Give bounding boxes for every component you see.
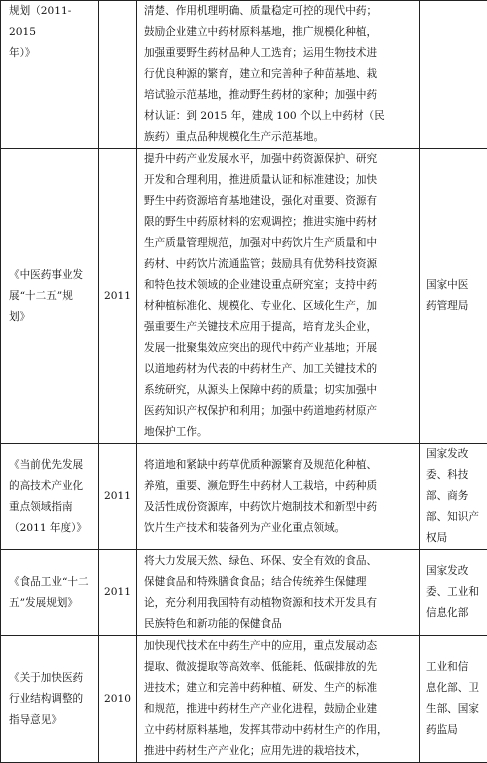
policy-name-cell (1, 444, 99, 550)
policy-dept: 工业和信 息化部、卫 生部、国家 药监局 (426, 657, 484, 741)
content-cell (137, 1, 420, 149)
dept-cell (420, 550, 487, 636)
policy-content: 提升中药产业发展水平，加强中药资源保护、研究 开发和合理利用，推进质量认证和标准建设；加快 野生中药资源培育基地建设，强化对重要、资源有 限的野生中药原材料的宏观调控；推进实施中药材 生产质量管理规范，加强对中药饮片生产质量和中 药材、中药饮片流通监管；鼓励具有优势科技资源 和特色技术领域的企业建设重点研究室；支持中药 材种植标准化、规模化、专业化、区域化生产，加 强重要生产关键技术应用于提高，培育龙头企业， 发展一批聚集效应突出的现代中药产业基地；开展 以道地药材为代表的中药材生产、加工关键技术的 系统研究，从源头上保障中药的质量；切实加强中 医药知识产权保护和利用；加强中药道地药材原产 地保护工作。 (144, 149, 416, 443)
policy-name-cell (1, 1, 99, 149)
policy-name: 规划（2011-2015 年）》 (9, 1, 95, 64)
dept-cell (420, 149, 487, 444)
policy-content: 将大力发展天然、绿色、环保、安全有效的食品、 保健食品和特殊膳食食品；结合传统养生保健理 论，充分利用我国特有动植物资源和技术开发具有 民族特色和新功能的保健食品 (144, 551, 416, 635)
content-cell (137, 149, 420, 444)
year-cell (99, 550, 137, 636)
year-cell (99, 636, 137, 763)
policy-content: 清楚、作用机理明确、质量稳定可控的现代中药； 鼓励企业建立中药材原料基地，推广规模化种植， 加强重要野生药材品种人工选育；运用生物技术进 行优良种源的繁育，建立和完善种子种苗基地、栽 培试验示范基地，推动野生药材的家种；加强中药 材认证：到 2015 年，建成 100 个以上中药材（民 族药）重点品种规模化生产示范基地。 (144, 1, 416, 148)
year-cell (99, 444, 137, 550)
content-cell (137, 636, 420, 763)
policy-name: 《关于加快医药 行业结构调整的 指导意见》 (9, 668, 95, 731)
table-row (1, 636, 487, 763)
policy-year: 2011 (99, 486, 136, 507)
policy-name-cell (1, 636, 99, 763)
policy-name-cell (1, 149, 99, 444)
content-cell (137, 444, 420, 550)
table-row (1, 550, 487, 636)
policy-content: 将道地和紧缺中药草优质种源繁育及规范化种植、 养殖，重要、濒危野生中药材人工栽培，中药种质 及活性成份资源库，中药饮片炮制技术和新型中药 饮片生产技术和装备列为产业化重点领域。 (144, 455, 416, 539)
content-cell (137, 550, 420, 636)
policy-name: 《中医药事业发 展“十二五”规 划》 (9, 265, 95, 328)
policy-content: 加快现代技术在中药生产中的应用，重点发展动态 提取、微波提取等高效率、低能耗、低碳排放的先 进技术；建立和完善中药种植、研发、生产的标准 和规范，推进中药材生产产业化进程，鼓励企业建 立中药材原料基地，发挥其带动中药材生产的作用， 推进中药材生产产业化；应用先进的栽培技术， (144, 636, 416, 762)
policy-name: 《食品工业“十二 五”发展规划》 (9, 572, 95, 614)
policy-dept: 国家发改 委、工业和 信息化部 (426, 561, 484, 624)
table-row (1, 444, 487, 550)
policy-dept: 国家发改 委、科技 部、商务 部、知识产 权局 (426, 444, 484, 549)
year-cell (99, 1, 137, 149)
policy-name-cell (1, 550, 99, 636)
dept-cell (420, 444, 487, 550)
dept-cell (420, 1, 487, 149)
policy-name: 《当前优先发展 的高技术产业化 重点领域指南 （2011 年度）》 (9, 455, 95, 539)
policy-dept: 国家中医 药管理局 (426, 275, 484, 317)
year-cell (99, 149, 137, 444)
policy-year: 2010 (99, 689, 136, 710)
policy-year: 2011 (99, 582, 136, 603)
table-row (1, 1, 487, 149)
dept-cell (420, 636, 487, 763)
policy-year: 2011 (99, 286, 136, 307)
table-row (1, 149, 487, 444)
